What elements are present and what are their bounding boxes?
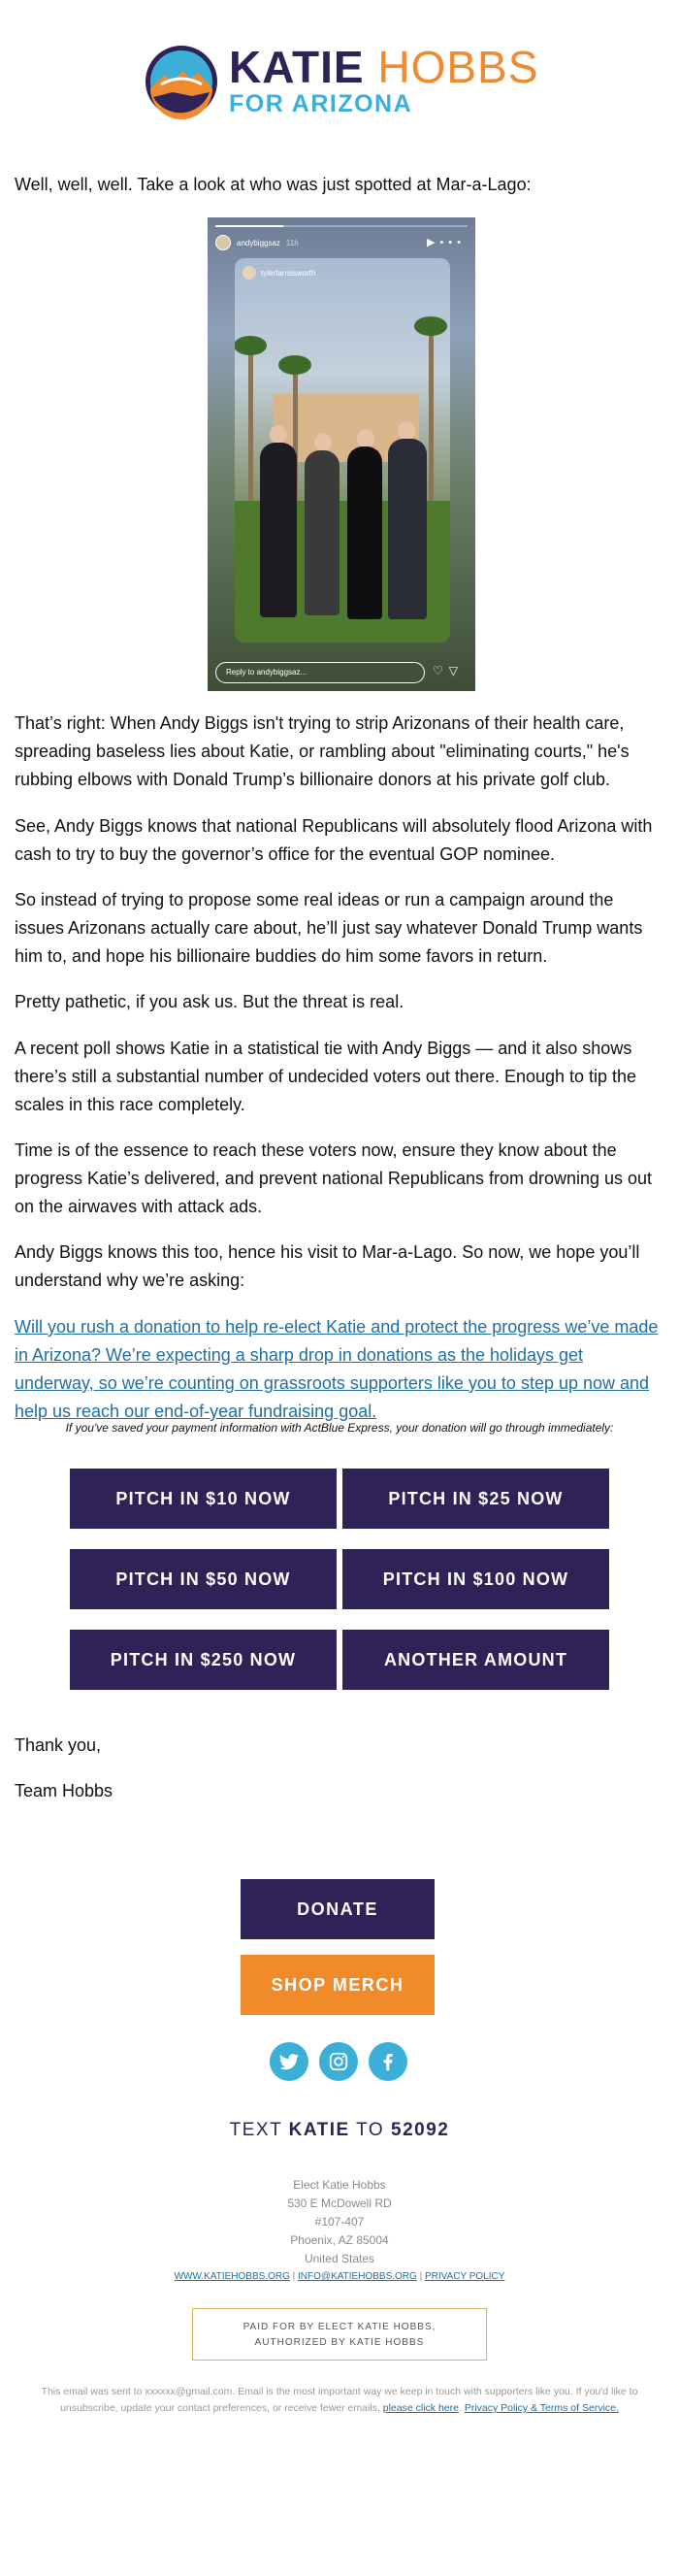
story-controls	[427, 236, 466, 248]
pitch-25-button[interactable]: PITCH IN $25 NOW	[342, 1469, 609, 1529]
address-line-4: Phoenix, AZ 85004	[290, 2233, 389, 2247]
text-to: TO	[356, 2120, 385, 2140]
logo-first-name: KATIE	[229, 42, 365, 92]
play-icon: ▶	[426, 237, 440, 248]
inner-avatar	[242, 266, 256, 280]
story-reply-field: Reply to andybiggsaz...	[215, 662, 425, 683]
story-avatar	[215, 235, 231, 250]
address-line-3: #107-407	[314, 2215, 365, 2229]
body-paragraph-8: Andy Biggs knows this too, hence his visit to Mar-a-Lago. So now, we hope you’ll understand why we’re asking:	[15, 1242, 640, 1290]
story-header	[215, 235, 299, 250]
website-link[interactable]: WWW.KATIEHOBBS.ORG	[174, 2271, 290, 2282]
story-photo	[235, 258, 450, 643]
donation-ask-link[interactable]: Will you rush a donation to help re-elect Katie and protect the progress we’ve made in Arizona? We’re expecting a sharp drop in donations as the holidays get underway, so we’re counting on grassroots supporters like you to step up now and help us reach our end-of-year fundraising goal.	[15, 1317, 659, 1421]
address-line-1: Elect Katie Hobbs	[293, 2178, 386, 2192]
katie-hobbs-logo[interactable]	[144, 43, 541, 120]
logo-tagline: FOR ARIZONA	[229, 90, 413, 117]
arizona-sun-logo-icon	[144, 44, 219, 119]
story-action-icons	[433, 664, 464, 677]
closing-thanks: Thank you,	[15, 1735, 102, 1755]
body-paragraph-4: So instead of trying to propose some real ideas or run a campaign around the issues Arizonans actually care about, he’ll just say whatever Donald Trump wants him to, and hope his billionaire buddies do him some favors in return.	[15, 890, 643, 966]
pitch-100-button[interactable]: PITCH IN $100 NOW	[342, 1549, 609, 1609]
email-link[interactable]: INFO@KATIEHOBBS.ORG	[298, 2271, 417, 2282]
donate-button[interactable]: DONATE	[241, 1879, 435, 1939]
paid-for-disclaimer	[192, 2308, 487, 2361]
text-prefix: TEXT	[229, 2120, 282, 2140]
story-time: 11h	[285, 238, 299, 248]
logo-last-name: HOBBS	[377, 42, 539, 92]
body-paragraph-2: That’s right: When Andy Biggs isn't trying to strip Arizonans of their health care, spreading baseless lies about Katie, or rambling about "eliminating courts," he's rubbing elbows with Donald Trump’s billionaire donors at his private golf club.	[15, 713, 630, 789]
story-progress-bar	[215, 225, 468, 227]
facebook-icon[interactable]	[369, 2042, 407, 2081]
paid-line-2: AUTHORIZED BY KATIE HOBBS	[254, 2337, 425, 2348]
body-paragraph-6: A recent poll shows Katie in a statistical tie with Andy Biggs — and it also shows there’s still a substantial number of undecided voters out there. Enough to tip the scales in this race completely.	[15, 1039, 637, 1114]
instagram-story-image	[208, 217, 475, 691]
inner-story-header	[242, 266, 315, 280]
closing-signoff: Team Hobbs	[15, 1781, 113, 1800]
unsubscribe-link[interactable]: please click here	[382, 2402, 459, 2414]
pitch-10-button[interactable]: PITCH IN $10 NOW	[70, 1469, 337, 1529]
more-icon: •••	[439, 237, 466, 248]
footer-links: WWW.KATIEHOBBS.ORG | INFO@KATIEHOBBS.ORG | PRIVACY POLICY	[174, 2271, 505, 2282]
body-paragraph-3: See, Andy Biggs knows that national Republicans will absolutely flood Arizona with cash to try to buy the governor’s office for the eventual GOP nominee.	[15, 816, 653, 864]
logo-name	[229, 42, 539, 92]
instagram-icon[interactable]	[319, 2042, 358, 2081]
twitter-icon[interactable]	[270, 2042, 308, 2081]
actblue-note: If you've saved your payment information with ActBlue Express, your donation will go through immediately:	[65, 1421, 614, 1435]
fine-print: This email was sent to xxxxxx@gmail.com. Email is the most important way we keep in touch with supporters like you. If you'd like to unsubscribe, update your contact preferences, or receive fewer emails, please click here. Privacy Policy & Terms of Service.	[41, 2386, 638, 2414]
privacy-policy-link[interactable]: PRIVACY POLICY	[424, 2271, 505, 2282]
body-paragraph-7: Time is of the essence to reach these voters now, ensure they know about the progress Katie’s delivered, and prevent national Republicans from drowning us out on the airwaves with attack ads.	[15, 1140, 653, 1216]
send-icon: ▽	[448, 664, 464, 677]
inner-username: tylerfarrissworth	[261, 268, 316, 278]
text-number: 52092	[391, 2120, 450, 2140]
paid-line-1: PAID FOR BY ELECT KATIE HOBBS,	[242, 2322, 436, 2332]
fine-print-text: This email was sent to xxxxxx@gmail.com. Email is the most important way we keep in touch with supporters like you. If you'd like to unsubscribe, update your contact preferences, or receive fewer emails,	[41, 2386, 638, 2414]
body-paragraph-5: Pretty pathetic, if you ask us. But the threat is real.	[15, 992, 404, 1011]
text-keyword: KATIE	[288, 2120, 350, 2140]
intro-paragraph: Well, well, well. Take a look at who was just spotted at Mar-a-Lago:	[15, 175, 532, 194]
address-line-2: 530 E McDowell RD	[287, 2196, 392, 2210]
address-line-5: United States	[304, 2252, 375, 2265]
story-username: andybiggsaz	[237, 238, 280, 248]
pitch-250-button[interactable]: PITCH IN $250 NOW	[70, 1630, 337, 1690]
another-amount-button[interactable]: ANOTHER AMOUNT	[342, 1630, 609, 1690]
shop-merch-button[interactable]: SHOP MERCH	[241, 1955, 435, 2015]
logo-text	[229, 42, 539, 118]
privacy-terms-link[interactable]: Privacy Policy & Terms of Service.	[464, 2402, 619, 2414]
text-to-join	[0, 2120, 679, 2141]
pitch-50-button[interactable]: PITCH IN $50 NOW	[70, 1549, 337, 1609]
heart-icon: ♡	[433, 664, 449, 677]
